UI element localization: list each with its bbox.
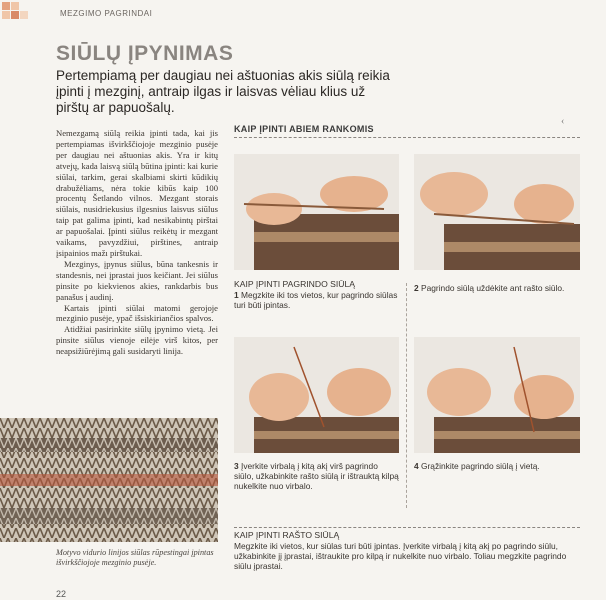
both-hands-heading [234,124,580,138]
column-divider [406,283,407,508]
step-text: Grąžinkite pagrindo siūlą į vietą. [421,461,540,471]
step-3-photo [234,337,399,453]
knitting-photo [0,418,218,542]
corner-square [2,11,10,19]
step-number: 2 [414,283,419,293]
pattern-yarn-text: Megzkite iki vietos, kur siūlas turi būti įpintas. Įverkite virbalą į kitą akį po pagrindo siūlu, užkabinkite jį įprastai, ištraukite pro kilpą ir nukelkite nuo virbalo. Toliau megzkite pagrindo siūlu įprastai. [234,541,567,572]
page-title: SIŪLŲ ĮPYNIMAS [56,42,234,65]
step-text: Megzkite iki tos vietos, kur pagrindo siūlas turi būti įpintas. [234,290,398,311]
body-paragraph: Nemezgamą siūlą reikia įpinti tada, kai jis pertempiamas išvirkščiojoje mezginio pusėje per daugiau nei aštuonias akis. Yra ir kitų atvejų, kada laisvą siūlą būtina įpinti: kai kurie siūlai, tarkim, gerai skalbiami skirti kūdikių drabužėliams, nėra tokie kibūs kaip 100 procentų Šetlando vilnos. Mezgant storais siūlais, nusidriekusius ilgesnius laisvus siūlus taip pat galima įpinti, kad nesikabintų pirštai ar papuošalai. Įpinti siūlus reikėtų ir mezgant vaikams, pavyzdžiui, pirštines, antraip įsipainios mažı pirštukai. [56,128,218,258]
step-4-photo [414,337,580,453]
step-2-photo [414,154,580,270]
heading-divider [234,137,580,138]
lead-paragraph: Pertempiamą per daugiau nei aštuonias akis siūlą reikia įpinti į mezginį, antraip ilgas ir laisvas vėliau klius už pirštų ar papuošalų. [56,68,390,115]
section-label: MEZGIMO PAGRINDAI [60,9,153,18]
decorative-mark: ‹ [561,116,565,127]
step-text: Įverkite virbalą į kitą akį virš pagrindo siūlo, užkabinkite rašto siūlą ir ištrauktą kilpą nukelkite nuo virbalo. [234,461,399,492]
corner-square [11,11,19,19]
step-1 [234,290,399,310]
step-number: 1 [234,290,239,300]
body-paragraph: Kartais įpinti siūlai matomi gerojoje mezginio pusėje, ypač išsiskiriančios spalvos. [56,302,218,324]
body-text [56,128,218,357]
step-number: 4 [414,461,419,471]
body-paragraph: Mezginys, įpynus siūlus, būna tankesnis ir standesnis, nei įprastai juos keičiant. Jei siūlus pinsite po kiekvienos akies, rankdarbis bus panašus į audinį. [56,258,218,302]
step-4 [414,461,580,471]
main-yarn-heading: KAIP ĮPINTI PAGRINDO SIŪLĄ [234,279,355,289]
corner-square [11,2,19,10]
step-text: Pagrindo siūlą uždėkite ant rašto siūlo. [421,283,565,293]
section-divider [234,527,580,528]
pattern-yarn-heading: KAIP ĮPINTI RAŠTO SIŪLĄ [234,530,340,540]
step-number: 3 [234,461,239,471]
step-1-photo [234,154,399,270]
photo-caption: Motyvo vidurio linijos siūlas rūpestingai įpintas išvirkščiojoje mezginio pusėje. [56,548,214,567]
step-2 [414,283,580,293]
step-3 [234,461,399,492]
corner-square [2,2,10,10]
corner-square [20,11,28,19]
both-hands-heading-text: KAIP ĮPINTI ABIEM RANKOMIS [234,124,374,134]
body-paragraph: Atidžiai pasirinkite siūlų įpynimo vietą. Jei pinsite siūlus vienoje eilėje virš kitos, per neapsižiūrėjimą gali susidaryti linija. [56,324,218,357]
page-number: 22 [56,589,67,599]
